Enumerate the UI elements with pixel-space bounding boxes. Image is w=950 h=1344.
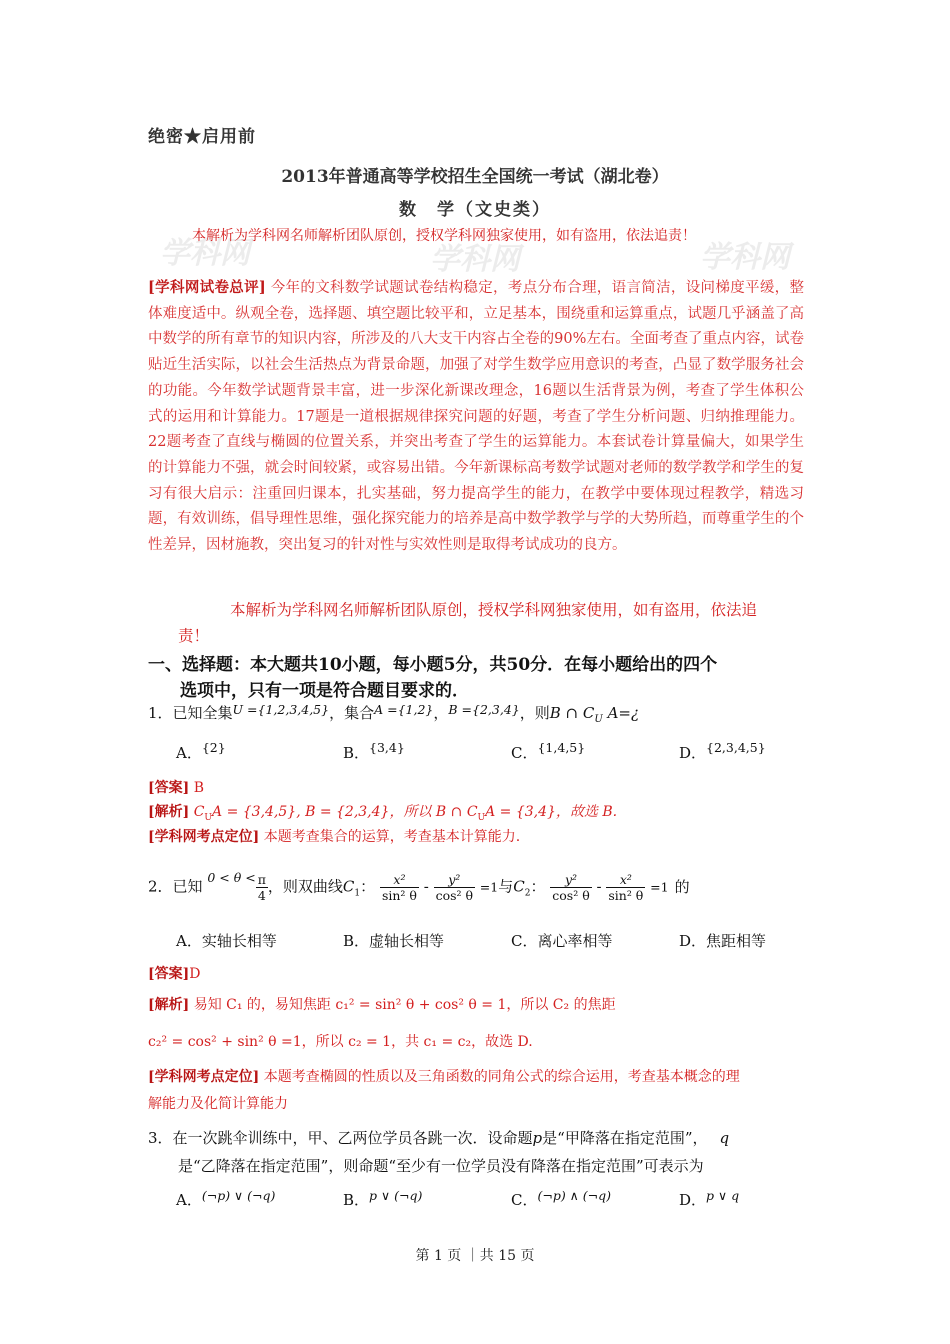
q1-subscript: U [594, 714, 603, 725]
q1-prefix: 1．已知全集 [148, 704, 233, 722]
q2-condition: 0 < θ < [207, 870, 256, 885]
q2-curve-c1: C [342, 877, 355, 896]
q1-option-b[interactable]: B．$^{\{3,4\}}$ [343, 740, 405, 762]
watermark-logo: 学科网 [430, 242, 520, 277]
q2-curve-c2: C [513, 877, 525, 896]
q3-option-b[interactable]: B．$^{p \vee (\neg q)}$ [343, 1188, 423, 1209]
q2-option-c[interactable]: C．离心率相等 [511, 932, 613, 950]
q2-prefix: 2．已知 [148, 877, 203, 896]
q2-condition-fraction: $\frac{\pi}{4}$ [257, 872, 266, 903]
q1-knowledge-point: [学科网考点定位] 本题考查集合的运算，考查基本计算能力. [148, 829, 521, 845]
q1-option-d[interactable]: D．$^{\{2,3,4,5\}}$ [679, 740, 766, 762]
review-text: 今年的文科数学试题试卷结构稳定，考点分布合理，语言简洁，设问梯度平缓，整体难度适中。纵观全卷，选择题、填空题比较平和，立足基本，围绕重和运算重点，试题几乎涵盖了高中数学的所有章节的知识内容，所涉及的八大支干内容占全卷的90%左右。全面考查了重点内容，试卷贴近生活实际，以社会生活热点为背景命题，加强了对学生数学应用意识的考查，凸显了数学服务社会的功能。今年数学试题背景丰富，进一步深化新课改理念，16题以生活背景为例，考查了学生体积公式的运用和计算能力。17题是一道根据规律探究问题的好题，考查了学生分析问题、归纳推理能力。22题考查了直线与椭圆的位置关系，并突出考查了学生的运算能力。本套试卷计算量偏大，如果学生的计算能力不强，就会时间较紧，或容易出错。今年新课标高考数学试题对老师的数学教学和学生的复习有很大启示：注重回归课本，扎实基础，努力提高学生的能力，在教学中要体现过程教学，精选习题，有效训练，倡导理性思维，强化探究能力的培养是高中数学教学与学的大势所趋，而尊重学生的个性差异，因材施教，突出复习的针对性与实效性则是取得考试成功的良方。 [148, 280, 804, 554]
q1-expression: B ∩ C [549, 704, 595, 722]
q2-knowledge-point: [学科网考点定位] 本题考查椭圆的性质以及三角函数的同角公式的综合运用，考查基本概念的理 [148, 1069, 740, 1085]
watermark-logo: 学科网 [160, 236, 250, 271]
q2-answer: [答案]D [148, 966, 201, 982]
q1-text: ，则 [519, 704, 550, 722]
question-1-stem [148, 702, 639, 725]
section-heading-cont: 选项中，只有一项是符合题目要求的． [180, 681, 469, 701]
q1-text: ，集合 [329, 704, 375, 722]
watermark-logo: 学科网 [700, 240, 790, 275]
q2-fraction: $\frac{\text{x²}}{\text{sin² θ}}$ [608, 872, 644, 903]
q1-universal-set: U ={1,2,3,4,5} [232, 702, 330, 717]
q1-answer: [答案] B [148, 780, 204, 796]
q1-set-a: A ={1,2} [374, 702, 434, 717]
q2-fraction: $\frac{\text{x²}}{\text{sin² θ}}$ [381, 872, 417, 903]
page-footer: 第 1 页 ｜共 15 页 [415, 1248, 535, 1264]
q2-text: ，则双曲线 [267, 877, 343, 896]
q2-option-d[interactable]: D．焦距相等 [679, 932, 767, 950]
q3-option-d[interactable]: D．$^{p \vee q}$ [679, 1188, 740, 1209]
q2-analysis: [解析] 易知 C₁ 的，易知焦距 c₁² = sin² θ + cos² θ = 1，所以 C₂ 的焦距 [148, 997, 616, 1013]
q1-text: ， [433, 704, 449, 722]
q2-option-a[interactable]: A．实轴长相等 [176, 932, 277, 950]
q1-analysis: [解析] $C_UA = \{3,4,5\}$, B = {2,3,4}，所以 B ∩ $C_UA = \{3,4\}$，故选 B. [148, 804, 618, 823]
confidential-label: 绝密★启用前 [148, 127, 256, 147]
q3-option-c[interactable]: C．$^{(\neg p) \wedge (\neg q)}$ [511, 1188, 612, 1209]
question-2-stem: 2．已知 0 < θ < $\frac{\pi}{4}$ ，则双曲线$C_1$： $\frac{\text{x²}}{\text{sin² θ}}$ - $\frac{\text{y²}}{\text{cos² θ}}$ =1与$C_2$： $\frac{\text{y²}}{\text{cos² θ}}$ - $\frac{\text{x²}}{\text{sin² θ}}$ =1 的 [148, 870, 690, 903]
section-heading: 一、选择题：本大题共10小题，每小题5分，共50分．在每小题给出的四个 [148, 655, 718, 675]
intro-notice: 本解析为学科网名师解析团队原创，授权学科网独家使用，如有盗用，依法追责！ [192, 228, 696, 244]
review-label: [学科网试卷总评] [148, 279, 266, 296]
q2-fraction: $\frac{\text{y²}}{\text{cos² θ}}$ [552, 872, 590, 903]
exam-subtitle: 数 学（文史类） [399, 200, 551, 220]
q2-analysis-cont: c₂² = cos² + sin² θ =1，所以 c₂ = 1，共 c₁ = c₂，故选 D. [148, 1034, 533, 1050]
copyright-notice: 本解析为学科网名师解析团队原创，授权学科网独家使用，如有盗用，依法追 [230, 601, 758, 619]
q1-set-b: B ={2,3,4} [448, 702, 520, 717]
copyright-notice-cont: 责！ [178, 627, 210, 645]
question-3-stem: 3．在一次跳伞训练中，甲、乙两位学员各跳一次．设命题p是“甲降落在指定范围”， q [148, 1129, 730, 1147]
q2-fraction: $\frac{\text{y²}}{\text{cos² θ}}$ [435, 872, 474, 903]
exam-review-paragraph [148, 275, 804, 559]
q1-option-c[interactable]: C．$^{\{1,4,5\}}$ [511, 740, 586, 762]
q2-knowledge-point-cont: 解能力及化简计算能力 [148, 1096, 288, 1112]
q2-option-b[interactable]: B．虚轴长相等 [343, 932, 445, 950]
exam-title: 2013年普通高等学校招生全国统一考试（湖北卷） [281, 167, 669, 187]
q3-option-a[interactable]: A．$^{(\neg p) \vee (\neg q)}$ [176, 1188, 276, 1209]
question-3-stem-cont: 是“乙降落在指定范围”，则命题“至少有一位学员没有降落在指定范围”可表示为 [178, 1157, 704, 1175]
q3-proposition-p: p [532, 1129, 543, 1147]
q1-option-a[interactable]: A．$^{\{2\}}$ [176, 740, 226, 762]
q1-expression-tail: A=¿ [602, 704, 640, 722]
q3-proposition-q: q [719, 1129, 730, 1147]
